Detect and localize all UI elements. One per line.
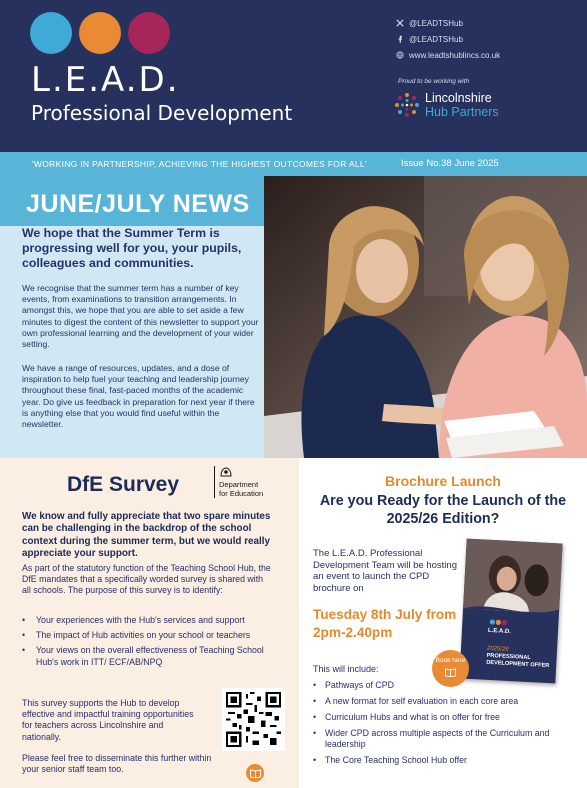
list-item: • Wider CPD across multiple aspects of the Curriculum and leadership bbox=[313, 728, 581, 750]
brochure-headline: Are you Ready for the Launch of the 2025/26 Edition? bbox=[319, 493, 567, 527]
blue-dot bbox=[30, 12, 72, 54]
issue-number: Issue No.38 June 2025 bbox=[401, 158, 499, 169]
dfe-survey-section bbox=[0, 458, 299, 788]
x-handle: @LEADTSHub bbox=[409, 18, 463, 28]
partner-line-2: Hub Partners bbox=[425, 105, 499, 119]
event-date: Tuesday 8th July from 2pm-2.40pm bbox=[313, 607, 457, 640]
news-title: JUNE/JULY NEWS bbox=[26, 190, 250, 218]
includes-label: This will include: bbox=[313, 664, 379, 674]
partner-line-1: Lincolnshire bbox=[425, 91, 492, 105]
dfe-paragraph-3: Please feel free to disseminate this further within your senior staff team too. bbox=[22, 753, 212, 775]
open-book-icon bbox=[250, 769, 261, 778]
hub-partners-mark-icon bbox=[393, 91, 421, 119]
x-icon bbox=[396, 19, 404, 27]
cover-year: 2025/26 bbox=[486, 645, 509, 653]
cover-title: PROFESSIONAL DEVELOPMENT OFFER bbox=[486, 652, 550, 670]
x-link[interactable] bbox=[396, 15, 500, 31]
magenta-dot bbox=[128, 12, 170, 54]
crest-icon bbox=[219, 466, 233, 478]
dfe-logo-line-1: Department bbox=[219, 480, 259, 489]
list-item: • The Core Teaching School Hub offer bbox=[313, 755, 581, 766]
dfe-list bbox=[22, 615, 280, 672]
news-section bbox=[0, 176, 264, 458]
dfe-logo bbox=[214, 466, 263, 498]
tagline-strip bbox=[0, 152, 587, 176]
brochure-list bbox=[313, 680, 581, 771]
students-illustration bbox=[264, 176, 587, 458]
open-book-icon bbox=[445, 668, 456, 677]
header bbox=[0, 0, 587, 152]
social-links bbox=[396, 15, 500, 63]
globe-icon bbox=[396, 51, 404, 59]
lincolnshire-hub-logo bbox=[393, 91, 499, 119]
book-here-label: Book here bbox=[435, 657, 466, 664]
facebook-link[interactable] bbox=[396, 31, 500, 47]
brochure-section bbox=[299, 458, 587, 788]
news-banner bbox=[0, 176, 264, 226]
orange-dot bbox=[79, 12, 121, 54]
brochure-cover bbox=[459, 539, 562, 684]
dfe-title: DfE Survey bbox=[67, 473, 180, 496]
news-lead: We hope that the Summer Term is progressing well for you, your pupils, colleagues and communities. bbox=[22, 226, 242, 270]
website-link[interactable] bbox=[396, 47, 500, 63]
facebook-icon bbox=[396, 35, 404, 43]
news-paragraph-1: We recognise that the summer term has a number of key events, from examinations to transition arrangements. In amongst this, we hope that you are able to set aside a few minutes to digest the content of this newsletter to support your own professional learning and the development of your wider setting. bbox=[22, 283, 259, 350]
dfe-paragraph-2: This survey supports the Hub to develop effective and impactful training opportunities for teachers across Lincolnshire and nationally. bbox=[22, 698, 194, 742]
survey-qr-code[interactable] bbox=[222, 688, 285, 751]
tagline: 'WORKING IN PARTNERSHIP, ACHIEVING THE HIGHEST OUTCOMES FOR ALL' bbox=[32, 159, 367, 169]
list-item: • Curriculum Hubs and what is on offer for free bbox=[313, 712, 581, 723]
dfe-paragraph: As part of the statutory function of the Teaching School Hub, the DfE mandates that a specifically worded survey is shared with all schools. The purpose of this survey is to identify: bbox=[22, 563, 271, 596]
brand-subtitle: Professional Development bbox=[31, 101, 293, 125]
proud-text: Proud to be working with bbox=[398, 78, 470, 85]
qr-code-icon bbox=[226, 692, 281, 747]
list-item: • A new format for self evaluation in each core area bbox=[313, 696, 581, 707]
cover-brand: L.E.A.D. bbox=[487, 627, 512, 636]
book-icon[interactable] bbox=[246, 764, 264, 782]
facebook-handle: @LEADTSHub bbox=[409, 34, 463, 44]
brand bbox=[31, 62, 292, 125]
logo-dots bbox=[30, 12, 170, 54]
list-item: • Your views on the overall effectiveness of Teaching School Hub's work in ITT/ ECF/AB/NPQ bbox=[22, 645, 280, 667]
website-url: www.leadtshublincs.co.uk bbox=[409, 50, 501, 60]
list-item: • The impact of Hub activities on your school or teachers bbox=[22, 630, 280, 641]
dfe-logo-line-2: for Education bbox=[219, 489, 264, 498]
news-paragraph-2: We have a range of resources, updates, and a dose of inspiration to help fuel your teaching and leadership journey throughout these final, fast-paced months of the academic year. Do give us feedback in preparation for next year if there is anything else that you would find useful within the newsletter. bbox=[22, 363, 255, 430]
brochure-kicker: Brochure Launch bbox=[385, 473, 501, 489]
brochure-paragraph: The L.E.A.D. Professional Development Team will be hosting an event to launch the CPD brochure on bbox=[313, 548, 457, 594]
brand-title: L.E.A.D. bbox=[31, 60, 180, 100]
list-item: • Your experiences with the Hub's services and support bbox=[22, 615, 280, 626]
dfe-lead: We know and fully appreciate that two spare minutes can be challenging in the backdrop of the school context during the summer term, but we would really appreciate your support. bbox=[22, 511, 271, 559]
list-item: • Pathways of CPD bbox=[313, 680, 581, 691]
students-photo bbox=[264, 176, 587, 458]
